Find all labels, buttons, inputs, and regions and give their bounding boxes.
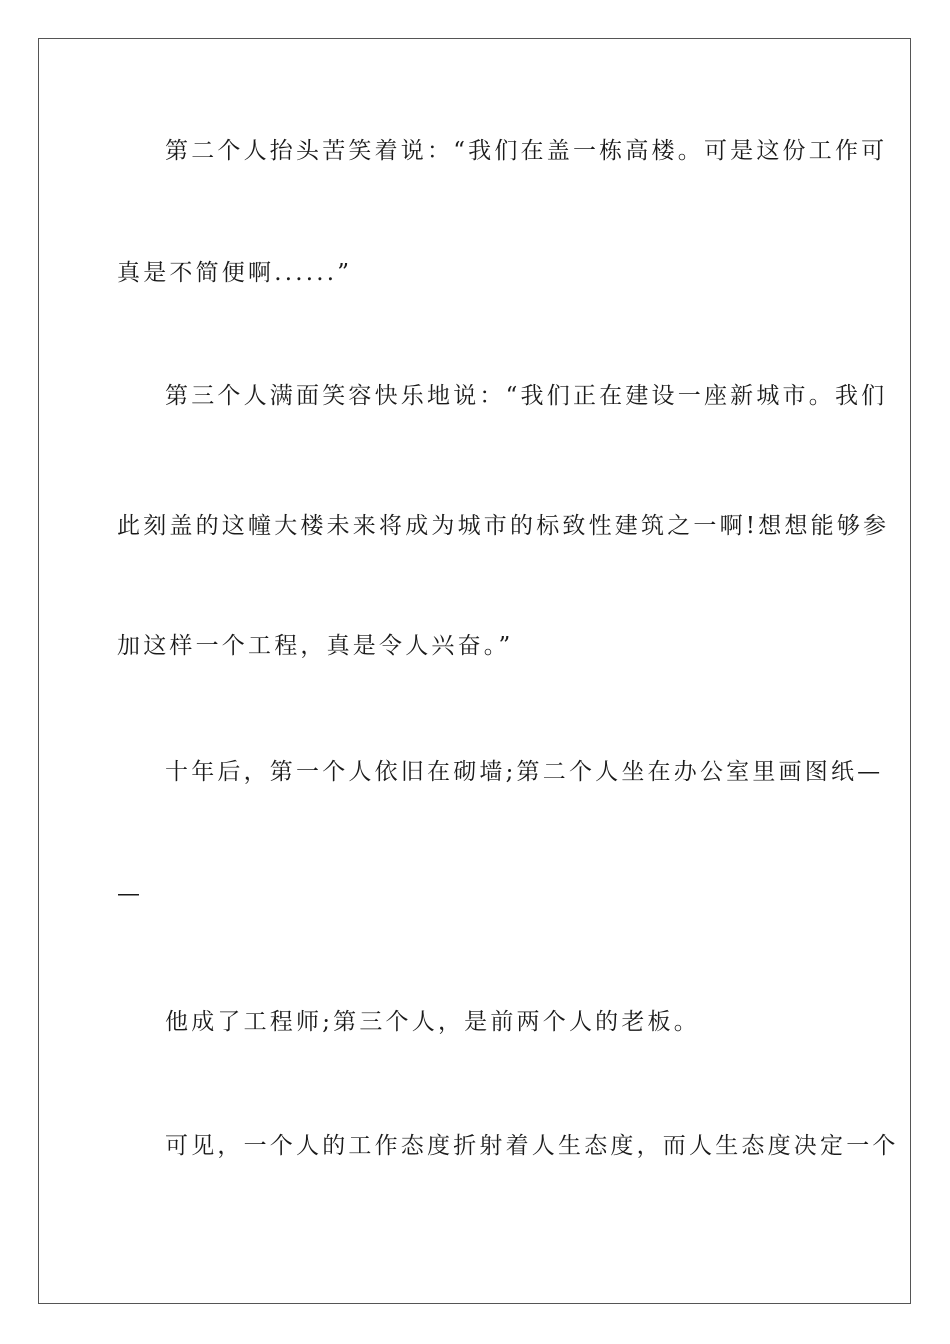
paragraph-line-7: — bbox=[117, 881, 144, 907]
paragraph-line-9: 可见，一个人的工作态度折射着人生态度，而人生态度决定一个 bbox=[165, 1133, 899, 1159]
paragraph-line-6: 十年后，第一个人依旧在砌墙;第二个人坐在办公室里画图纸— bbox=[165, 759, 884, 785]
page-frame bbox=[38, 38, 911, 1304]
paragraph-line-2: 真是不简便啊......” bbox=[117, 260, 353, 286]
paragraph-line-8: 他成了工程师;第三个人，是前两个人的老板。 bbox=[165, 1009, 700, 1035]
paragraph-line-5: 加这样一个工程，真是令人兴奋。” bbox=[117, 633, 514, 659]
paragraph-line-4: 此刻盖的这幢大楼未来将成为城市的标致性建筑之一啊!想想能够参 bbox=[117, 513, 890, 539]
paragraph-line-3: 第三个人满面笑容快乐地说：“我们正在建设一座新城市。我们 bbox=[165, 383, 888, 409]
paragraph-line-1: 第二个人抬头苦笑着说：“我们在盖一栋高楼。可是这份工作可 bbox=[165, 138, 888, 164]
